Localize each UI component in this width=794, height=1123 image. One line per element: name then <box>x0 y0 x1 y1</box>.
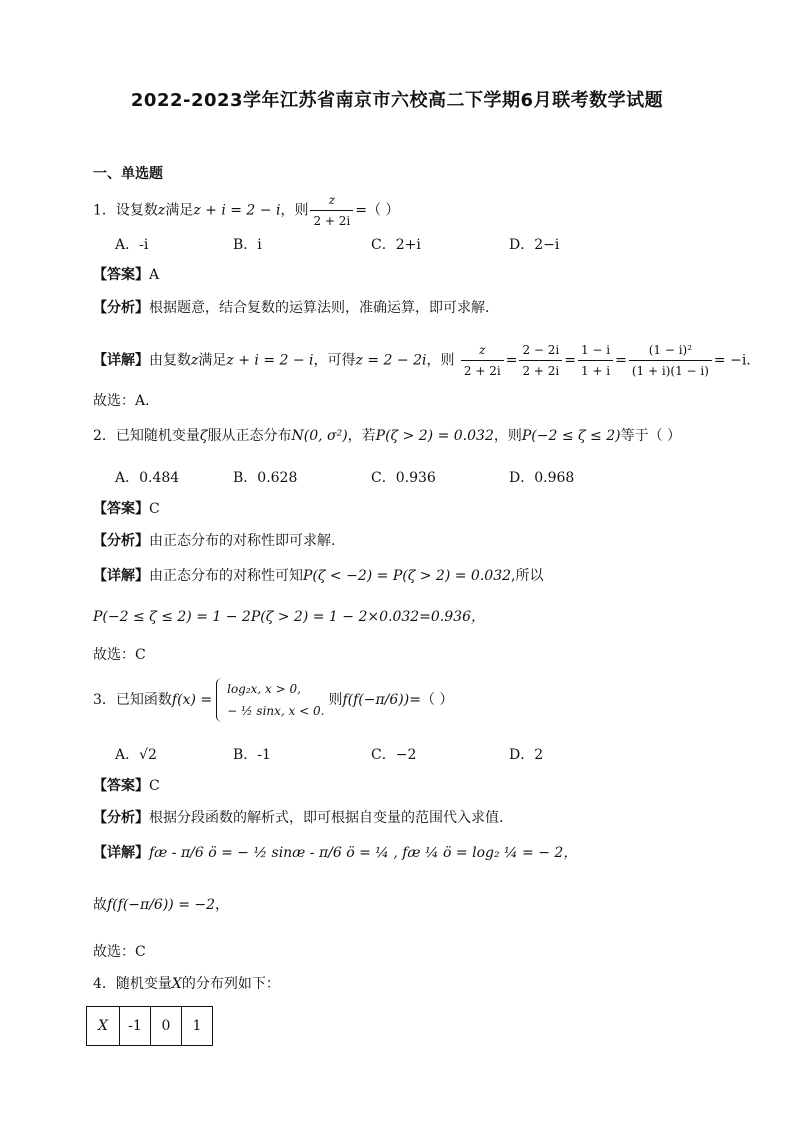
text: 满足 <box>198 352 227 369</box>
table-row <box>87 1007 213 1046</box>
question-2-stem <box>93 426 681 446</box>
analysis-text: 根据分段函数的解析式，即可根据自变量的范围代入求值. <box>149 810 504 826</box>
denominator: 1 + i <box>580 364 611 378</box>
question-3-stem <box>93 678 453 722</box>
math: P(ζ < −2) = P(ζ > 2) = 0.032 <box>303 568 512 584</box>
detail-tag: 【详解】 <box>93 352 149 369</box>
denominator: 2 + 2i <box>313 214 351 228</box>
text: ， <box>215 897 230 913</box>
analysis-text: 根据题意，结合复数的运算法则，准确运算，即可求解. <box>149 300 490 316</box>
detail-tag: 【详解】 <box>93 568 149 584</box>
text: 由正态分布的对称性可知 <box>149 568 303 584</box>
denominator: 2 + 2i <box>522 364 560 378</box>
text: ，可得 <box>313 352 356 369</box>
answer-value: A <box>149 267 160 283</box>
answer-tag: 【答案】 <box>93 778 149 794</box>
section-heading: 一、单选题 <box>93 166 163 182</box>
question-3-detail-line2 <box>93 895 229 915</box>
text: 服从正态分布 <box>207 428 292 444</box>
table-cell: 0 <box>151 1007 182 1046</box>
text: =（ ） <box>409 692 454 708</box>
math: f(x) = <box>171 692 213 708</box>
numerator: z <box>310 190 353 211</box>
math: z = 2 − 2i <box>355 352 427 369</box>
question-3-choose: 故选：C <box>93 944 146 960</box>
question-4-stem <box>93 974 280 994</box>
text: ，则 <box>426 352 455 369</box>
text: 等于（ ） <box>620 428 682 444</box>
text: ,所以 <box>511 568 544 584</box>
question-2-choose: 故选：C <box>93 647 146 663</box>
math: f(f(−π/6)) <box>342 692 410 708</box>
piecewise-function <box>216 678 324 722</box>
option-d: D．2 <box>509 747 544 763</box>
case-2: − ½ sinx, x < 0. <box>227 704 325 718</box>
question-1-stem <box>93 190 399 231</box>
text: 1．设复数 <box>93 202 158 219</box>
option-a: A．-i <box>115 237 149 253</box>
text: ，若 <box>347 428 376 444</box>
numerator: 1 − i <box>578 340 613 361</box>
math: z + i = 2 − i <box>226 352 314 369</box>
analysis-tag: 【分析】 <box>93 300 149 316</box>
text: 2．已知随机变量 <box>93 428 200 444</box>
option-a: A．0.484 <box>115 470 180 486</box>
numerator: 2 − 2i <box>519 340 562 361</box>
question-1-analysis <box>93 298 489 318</box>
option-c: C．−2 <box>371 747 417 763</box>
question-3-detail <box>93 843 577 863</box>
answer-value: C <box>149 778 160 794</box>
text: = −i. <box>713 352 751 369</box>
math: X <box>171 976 182 992</box>
answer-tag: 【答案】 <box>93 267 149 283</box>
math: P(ζ > 2) = 0.032 <box>375 428 494 444</box>
question-2-analysis <box>93 531 335 551</box>
answer-tag: 【答案】 <box>93 501 149 517</box>
fraction <box>461 340 504 381</box>
table-cell: -1 <box>120 1007 151 1046</box>
answer-value: C <box>149 501 160 517</box>
analysis-text: 由正态分布的对称性即可求解. <box>149 533 336 549</box>
math: N(0, σ²) <box>291 428 348 444</box>
text: 故 <box>93 897 107 913</box>
question-2-answer <box>93 499 160 519</box>
table-cell: 1 <box>182 1007 213 1046</box>
page-title: 2022-2023学年江苏省南京市六校高二下学期6月联考数学试题 <box>130 90 664 111</box>
math: fæ - π/6 ö = − ½ sinæ - π/6 ö = ¼ , fæ ¼ ö = log₂ ¼ = − 2， <box>149 845 578 861</box>
text: ，则 <box>280 202 309 219</box>
fraction <box>519 340 562 381</box>
case-1: log₂x, x > 0, <box>227 682 301 696</box>
question-1-detail: 【详解】由复数z满足z + i = 2 − i，可得z = 2 − 2i，则 $\frac{z}{2 + 2i}$ = $\frac{2 - 2i}{2 + 2i}$ = $\frac{1 - i}{1 + i}$ = $\frac{\text{(1 − i)²}}{(1 + i)(1 - i)}$ = −i. <box>93 340 751 381</box>
option-c: C．2+i <box>371 237 421 253</box>
numerator: (1 − i)² <box>629 340 712 361</box>
question-1-choose: 故选：A. <box>93 393 150 409</box>
fraction <box>578 340 613 381</box>
text: 4．随机变量 <box>93 976 172 992</box>
option-b: B．-1 <box>233 747 271 763</box>
text: =（ ） <box>355 202 400 219</box>
text: 则 <box>328 692 343 708</box>
option-a: A．√2 <box>115 747 157 763</box>
question-3-answer <box>93 776 160 796</box>
option-d: D．2−i <box>509 237 560 253</box>
option-d: D．0.968 <box>509 470 575 486</box>
text: 3．已知函数 <box>93 692 172 708</box>
detail-tag: 【详解】 <box>93 845 149 861</box>
denominator: (1 + i)(1 − i) <box>631 364 709 378</box>
math: z + i = 2 − i <box>193 202 281 219</box>
numerator: z <box>461 340 504 361</box>
text: 满足 <box>165 202 194 219</box>
option-b: B．i <box>233 237 262 253</box>
text: 的分布列如下： <box>181 976 280 992</box>
math: z <box>157 202 166 219</box>
analysis-tag: 【分析】 <box>93 533 149 549</box>
math: P(−2 ≤ ζ ≤ 2) <box>521 428 621 444</box>
fraction <box>310 190 353 231</box>
text: ，则 <box>493 428 522 444</box>
fraction <box>629 340 712 381</box>
question-2-detail <box>93 566 543 586</box>
question-1-answer <box>93 265 159 285</box>
option-b: B．0.628 <box>233 470 298 486</box>
math: z <box>191 352 199 369</box>
question-3-analysis <box>93 808 503 828</box>
analysis-tag: 【分析】 <box>93 810 149 826</box>
table-cell: X <box>87 1007 120 1046</box>
option-c: C．0.936 <box>371 470 436 486</box>
math: ζ <box>199 428 208 444</box>
text: 由复数 <box>149 352 191 369</box>
denominator: 2 + 2i <box>463 364 501 378</box>
distribution-table <box>86 1006 213 1046</box>
math: f(f(−π/6)) = −2 <box>107 897 216 913</box>
question-2-detail-line2: P(−2 ≤ ζ ≤ 2) = 1 − 2P(ζ > 2) = 1 − 2×0.032=0.936， <box>93 609 485 625</box>
